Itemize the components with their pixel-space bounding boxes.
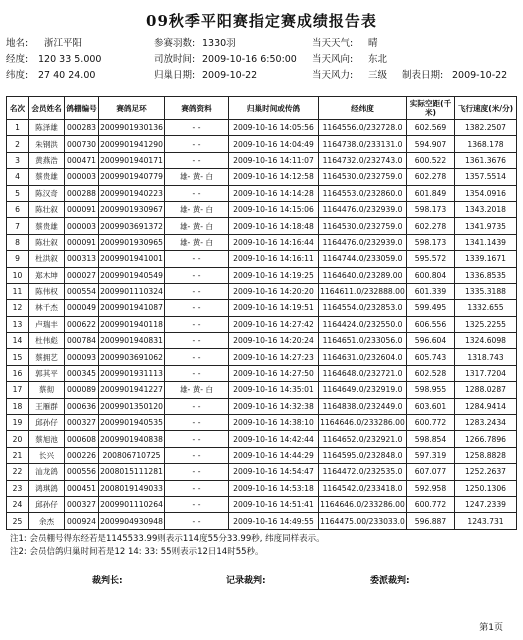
cell-arrival: 2009-10-16 14:18:48 — [229, 218, 319, 234]
cell-rank: 3 — [7, 152, 29, 168]
delegate-sign: 委派裁判: — [370, 576, 410, 586]
cell-speed: 1324.6098 — [455, 333, 517, 349]
cell-rank: 25 — [7, 513, 29, 529]
cell-ring: 2008015111281 — [99, 464, 165, 480]
cell-distance: 601.849 — [407, 185, 455, 201]
page-number: 第1页 — [479, 623, 503, 633]
cell-distance: 601.339 — [407, 283, 455, 299]
judge-sign: 裁判长: — [92, 576, 123, 586]
wind-dir-label: 当天风向: — [312, 54, 354, 65]
cell-distance: 596.887 — [407, 513, 455, 529]
cell-rank: 15 — [7, 349, 29, 365]
cell-ring: 2009901940223 — [99, 185, 165, 201]
cell-arrival: 2009-10-16 14:15:06 — [229, 201, 319, 217]
cell-loft-id: 000003 — [65, 218, 99, 234]
cell-distance: 598.173 — [407, 234, 455, 250]
cell-arrival: 2009-10-16 14:05:56 — [229, 120, 319, 136]
cell-distance: 602.569 — [407, 120, 455, 136]
cell-rank: 11 — [7, 283, 29, 299]
cell-loft-id: 000924 — [65, 513, 99, 529]
cell-member: 黄燕浩 — [29, 152, 65, 168]
cell-distance: 600.772 — [407, 496, 455, 512]
table-row — [7, 316, 517, 332]
cell-distance: 597.319 — [407, 447, 455, 463]
cell-speed: 1332.655 — [455, 300, 517, 316]
report-date-value: 2009-10-22 — [452, 70, 508, 81]
cell-rank: 19 — [7, 415, 29, 431]
table-row — [7, 447, 517, 463]
cell-loft-id: 000093 — [65, 349, 99, 365]
cell-ring: 2009901931113 — [99, 365, 165, 381]
cell-bird-info: - - — [165, 136, 229, 152]
cell-coords: 1164646.0/233286.00 — [319, 496, 407, 512]
cell-distance: 605.743 — [407, 349, 455, 365]
release-value: 2009-10-16 6:50:00 — [202, 54, 297, 65]
cell-arrival: 2009-10-16 14:32:38 — [229, 398, 319, 414]
cell-bird-info: - - — [165, 152, 229, 168]
table-row — [7, 365, 517, 381]
cell-member: 杜洪叙 — [29, 251, 65, 267]
cell-bird-info: - - — [165, 496, 229, 512]
cell-arrival: 2009-10-16 14:14:28 — [229, 185, 319, 201]
lon-label: 经度: — [6, 54, 29, 65]
cell-member: 蔡拥艺 — [29, 349, 65, 365]
cell-loft-id: 000730 — [65, 136, 99, 152]
cell-member: 邱孙仔 — [29, 496, 65, 512]
table-row — [7, 218, 517, 234]
cell-speed: 1341.9735 — [455, 218, 517, 234]
cell-loft-id: 000226 — [65, 447, 99, 463]
cell-loft-id: 000313 — [65, 251, 99, 267]
cell-ring: 200806710725 — [99, 447, 165, 463]
cell-speed: 1317.7204 — [455, 365, 517, 381]
cell-bird-info: 雄- 黄- 白 — [165, 382, 229, 398]
cell-bird-info: - - — [165, 480, 229, 496]
cell-rank: 6 — [7, 201, 29, 217]
note-2: 注2: 会员信鸽归巢时间若是12 14: 33: 55则表示12日14时55秒。 — [10, 547, 264, 557]
cell-arrival: 2009-10-16 14:19:25 — [229, 267, 319, 283]
cell-distance: 595.572 — [407, 251, 455, 267]
cell-coords: 1164424.0/232550.0 — [319, 316, 407, 332]
table-row — [7, 513, 517, 529]
cell-loft-id: 000003 — [65, 169, 99, 185]
cell-arrival: 2009-10-16 14:49:55 — [229, 513, 319, 529]
cell-arrival: 2009-10-16 14:38:10 — [229, 415, 319, 431]
cell-member: 余杰 — [29, 513, 65, 529]
cell-speed: 1247.2339 — [455, 496, 517, 512]
cell-distance: 600.772 — [407, 415, 455, 431]
cell-loft-id: 000089 — [65, 382, 99, 398]
cell-coords: 1164530.0/232759.0 — [319, 218, 407, 234]
cell-distance: 598.173 — [407, 201, 455, 217]
cell-coords: 1164554.0/232853.0 — [319, 300, 407, 316]
cell-ring: 2009901940831 — [99, 333, 165, 349]
cell-rank: 20 — [7, 431, 29, 447]
cell-arrival: 2009-10-16 14:27:23 — [229, 349, 319, 365]
cell-loft-id: 000327 — [65, 415, 99, 431]
cell-speed: 1284.9414 — [455, 398, 517, 414]
cell-coords: 1164542.0/233418.0 — [319, 480, 407, 496]
cell-arrival: 2009-10-16 14:16:44 — [229, 234, 319, 250]
cell-ring: 2009901940535 — [99, 415, 165, 431]
cell-bird-info: - - — [165, 333, 229, 349]
cell-bird-info: 雄- 黄- 白 — [165, 201, 229, 217]
report-title: 09秋季平阳赛指定赛成绩报告表 — [146, 12, 377, 30]
table-row — [7, 185, 517, 201]
cell-rank: 10 — [7, 267, 29, 283]
cell-arrival: 2009-10-16 14:51:41 — [229, 496, 319, 512]
cell-bird-info: - - — [165, 316, 229, 332]
cell-speed: 1288.0287 — [455, 382, 517, 398]
cell-member: 蔡贵雄 — [29, 218, 65, 234]
cell-distance: 598.854 — [407, 431, 455, 447]
cell-distance: 600.522 — [407, 152, 455, 168]
cell-ring: 2009901940549 — [99, 267, 165, 283]
cell-rank: 14 — [7, 333, 29, 349]
cell-bird-info: - - — [165, 185, 229, 201]
cell-coords: 1164732.0/232743.0 — [319, 152, 407, 168]
cell-member: 陈汉奇 — [29, 185, 65, 201]
table-row — [7, 398, 517, 414]
col-coords: 经纬度 — [319, 97, 407, 120]
cell-arrival: 2009-10-16 14:16:11 — [229, 251, 319, 267]
cell-loft-id: 000622 — [65, 316, 99, 332]
info-row-2 — [6, 52, 518, 68]
return-label: 归巢日期: — [154, 70, 196, 81]
cell-coords: 1164640.0/23289.00 — [319, 267, 407, 283]
cell-arrival: 2009-10-16 14:27:50 — [229, 365, 319, 381]
cell-member: 蔡旭池 — [29, 431, 65, 447]
cell-distance: 599.495 — [407, 300, 455, 316]
cell-coords: 1164611.0/232888.00 — [319, 283, 407, 299]
cell-loft-id: 000608 — [65, 431, 99, 447]
cell-loft-id: 000288 — [65, 185, 99, 201]
cell-loft-id: 000345 — [65, 365, 99, 381]
cell-ring: 2009901110324 — [99, 283, 165, 299]
cell-speed: 1354.0916 — [455, 185, 517, 201]
col-member: 会员姓名 — [29, 97, 65, 120]
cell-bird-info: 雄- 黄- 白 — [165, 218, 229, 234]
cell-loft-id: 000283 — [65, 120, 99, 136]
cell-speed: 1368.178 — [455, 136, 517, 152]
wind-force-label: 当天风力: — [312, 70, 354, 81]
cell-rank: 5 — [7, 185, 29, 201]
cell-bird-info: - - — [165, 415, 229, 431]
cell-bird-info: - - — [165, 398, 229, 414]
cell-ring: 2009904930948 — [99, 513, 165, 529]
cell-member: 王雁群 — [29, 398, 65, 414]
lon-value: 120 33 5.000 — [38, 54, 102, 65]
cell-bird-info: - - — [165, 283, 229, 299]
lat-label: 纬度: — [6, 70, 29, 81]
cell-member: 陈壮叙 — [29, 234, 65, 250]
cell-ring: 2009901940171 — [99, 152, 165, 168]
cell-loft-id: 000471 — [65, 152, 99, 168]
cell-bird-info: - - — [165, 464, 229, 480]
col-rank: 名次 — [7, 97, 29, 120]
table-row — [7, 382, 517, 398]
cell-ring: 2009901110264 — [99, 496, 165, 512]
cell-speed: 1341.1439 — [455, 234, 517, 250]
cell-ring: 2009901930136 — [99, 120, 165, 136]
cell-distance: 602.278 — [407, 218, 455, 234]
table-header-row — [7, 97, 517, 120]
col-speed: 飞行速度(米/分) — [455, 97, 517, 120]
cell-coords: 1164476.0/232939.0 — [319, 201, 407, 217]
cell-member: 林千杰 — [29, 300, 65, 316]
lat-value: 27 40 24.00 — [38, 70, 96, 81]
cell-bird-info: - - — [165, 431, 229, 447]
cell-distance: 594.907 — [407, 136, 455, 152]
cell-rank: 12 — [7, 300, 29, 316]
cell-distance: 598.955 — [407, 382, 455, 398]
cell-member: 卢瑞丰 — [29, 316, 65, 332]
col-distance: 实际空距(千米) — [407, 97, 455, 120]
table-row — [7, 120, 517, 136]
cell-rank: 2 — [7, 136, 29, 152]
weather-label: 当天天气: — [312, 38, 354, 49]
count-value: 1330羽 — [202, 38, 236, 49]
cell-rank: 18 — [7, 398, 29, 414]
table-row — [7, 234, 517, 250]
cell-bird-info: - - — [165, 365, 229, 381]
cell-loft-id: 000784 — [65, 333, 99, 349]
cell-rank: 16 — [7, 365, 29, 381]
cell-rank: 17 — [7, 382, 29, 398]
cell-loft-id: 000554 — [65, 283, 99, 299]
cell-rank: 21 — [7, 447, 29, 463]
cell-rank: 7 — [7, 218, 29, 234]
cell-coords: 1164652.0/232921.0 — [319, 431, 407, 447]
cell-arrival: 2009-10-16 14:11:07 — [229, 152, 319, 168]
cell-arrival: 2009-10-16 14:42:44 — [229, 431, 319, 447]
cell-member: 蔡彻 — [29, 382, 65, 398]
cell-loft-id: 000027 — [65, 267, 99, 283]
report-date-label: 制表日期: — [402, 70, 444, 81]
cell-rank: 8 — [7, 234, 29, 250]
cell-speed: 1382.2507 — [455, 120, 517, 136]
cell-rank: 9 — [7, 251, 29, 267]
cell-speed: 1258.8828 — [455, 447, 517, 463]
cell-member: 郭其平 — [29, 365, 65, 381]
cell-arrival: 2009-10-16 14:04:49 — [229, 136, 319, 152]
weather-value: 晴 — [368, 38, 378, 49]
col-bird-info: 赛鸽资料 — [165, 97, 229, 120]
table-row — [7, 464, 517, 480]
cell-loft-id: 000327 — [65, 496, 99, 512]
cell-ring: 2009901941227 — [99, 382, 165, 398]
cell-rank: 23 — [7, 480, 29, 496]
table-row — [7, 415, 517, 431]
cell-member: 鸿琪鸽 — [29, 480, 65, 496]
col-loft-id: 鸽棚编号 — [65, 97, 99, 120]
cell-coords: 1164476.0/232939.0 — [319, 234, 407, 250]
cell-arrival: 2009-10-16 14:27:42 — [229, 316, 319, 332]
cell-ring: 2009901940838 — [99, 431, 165, 447]
cell-ring: 2009901930967 — [99, 201, 165, 217]
cell-distance: 603.601 — [407, 398, 455, 414]
cell-coords: 1164530.0/232759.0 — [319, 169, 407, 185]
cell-bird-info: 雄- 黄- 白 — [165, 234, 229, 250]
cell-bird-info: 雄- 黄- 白 — [165, 169, 229, 185]
table-row — [7, 201, 517, 217]
cell-loft-id: 000556 — [65, 464, 99, 480]
cell-ring: 2008019149033 — [99, 480, 165, 496]
cell-speed: 1325.2255 — [455, 316, 517, 332]
table-row — [7, 169, 517, 185]
cell-coords: 1164556.0/232728.0 — [319, 120, 407, 136]
cell-ring: 2009901940779 — [99, 169, 165, 185]
col-arrival: 归巢时间或传鸽 — [229, 97, 319, 120]
results-body — [7, 120, 517, 530]
cell-ring: 2009901941290 — [99, 136, 165, 152]
cell-member: 邱孙仔 — [29, 415, 65, 431]
cell-arrival: 2009-10-16 14:54:47 — [229, 464, 319, 480]
cell-coords: 1164651.0/233056.0 — [319, 333, 407, 349]
cell-member: 长兴 — [29, 447, 65, 463]
cell-member: 蔡贵雄 — [29, 169, 65, 185]
table-row — [7, 480, 517, 496]
cell-distance: 596.604 — [407, 333, 455, 349]
race-info — [6, 36, 518, 84]
cell-loft-id: 000091 — [65, 234, 99, 250]
col-ring: 赛鸽足环 — [99, 97, 165, 120]
place-label: 地名: — [6, 38, 29, 49]
cell-member: 朱钢洪 — [29, 136, 65, 152]
place-value: 浙江平阳 — [44, 38, 83, 49]
cell-ring: 2009903691062 — [99, 349, 165, 365]
cell-distance: 606.556 — [407, 316, 455, 332]
cell-speed: 1243.731 — [455, 513, 517, 529]
cell-member: 陈壮叙 — [29, 201, 65, 217]
table-row — [7, 300, 517, 316]
cell-member: 陈泽雄 — [29, 120, 65, 136]
cell-coords: 1164838.0/232449.0 — [319, 398, 407, 414]
cell-speed: 1266.7896 — [455, 431, 517, 447]
cell-speed: 1335.3188 — [455, 283, 517, 299]
cell-coords: 1164649.0/232919.0 — [319, 382, 407, 398]
cell-distance: 607.077 — [407, 464, 455, 480]
cell-bird-info: - - — [165, 349, 229, 365]
table-row — [7, 333, 517, 349]
cell-rank: 24 — [7, 496, 29, 512]
cell-ring: 2009901940118 — [99, 316, 165, 332]
cell-member: 郑木坤 — [29, 267, 65, 283]
notes — [10, 533, 325, 559]
cell-loft-id: 000451 — [65, 480, 99, 496]
cell-loft-id: 000049 — [65, 300, 99, 316]
release-label: 司放时间: — [154, 54, 196, 65]
cell-bird-info: - - — [165, 513, 229, 529]
info-row-3 — [6, 68, 518, 84]
cell-member: 汕龙鸽 — [29, 464, 65, 480]
cell-bird-info: - - — [165, 300, 229, 316]
cell-coords: 1164553.0/232860.0 — [319, 185, 407, 201]
cell-coords: 1164738.0/233131.0 — [319, 136, 407, 152]
cell-arrival: 2009-10-16 14:20:24 — [229, 333, 319, 349]
cell-speed: 1318.743 — [455, 349, 517, 365]
cell-ring: 2009901350120 — [99, 398, 165, 414]
cell-ring: 2009901930965 — [99, 234, 165, 250]
table-row — [7, 251, 517, 267]
cell-rank: 22 — [7, 464, 29, 480]
cell-arrival: 2009-10-16 14:12:58 — [229, 169, 319, 185]
table-row — [7, 267, 517, 283]
cell-bird-info: - - — [165, 267, 229, 283]
results-table — [6, 96, 517, 530]
cell-speed: 1357.5514 — [455, 169, 517, 185]
cell-speed: 1339.1671 — [455, 251, 517, 267]
cell-coords: 1164648.0/232721.0 — [319, 365, 407, 381]
cell-bird-info: - - — [165, 251, 229, 267]
cell-arrival: 2009-10-16 14:35:01 — [229, 382, 319, 398]
cell-coords: 1164595.0/232848.0 — [319, 447, 407, 463]
cell-arrival: 2009-10-16 14:53:18 — [229, 480, 319, 496]
cell-speed: 1361.3676 — [455, 152, 517, 168]
cell-loft-id: 000091 — [65, 201, 99, 217]
table-row — [7, 283, 517, 299]
count-label: 参赛羽数: — [154, 38, 196, 49]
cell-arrival: 2009-10-16 14:44:29 — [229, 447, 319, 463]
cell-member: 杜伟彪 — [29, 333, 65, 349]
cell-distance: 602.528 — [407, 365, 455, 381]
cell-speed: 1343.2018 — [455, 201, 517, 217]
cell-arrival: 2009-10-16 14:20:20 — [229, 283, 319, 299]
table-row — [7, 431, 517, 447]
cell-speed: 1336.8535 — [455, 267, 517, 283]
cell-speed: 1250.1306 — [455, 480, 517, 496]
return-value: 2009-10-22 — [202, 70, 258, 81]
cell-bird-info: - - — [165, 120, 229, 136]
table-row — [7, 152, 517, 168]
cell-loft-id: 000636 — [65, 398, 99, 414]
cell-arrival: 2009-10-16 14:19:51 — [229, 300, 319, 316]
cell-rank: 4 — [7, 169, 29, 185]
cell-speed: 1252.2637 — [455, 464, 517, 480]
table-row — [7, 136, 517, 152]
cell-distance: 592.958 — [407, 480, 455, 496]
cell-coords: 1164744.0/233059.0 — [319, 251, 407, 267]
cell-coords: 1164475.00/233033.0 — [319, 513, 407, 529]
cell-ring: 2009903691372 — [99, 218, 165, 234]
note-1: 注1: 会员棚号得东经若是1145533.99则表示114度55分33.99秒, 纬度同样表示。 — [10, 534, 325, 544]
table-row — [7, 496, 517, 512]
cell-distance: 602.278 — [407, 169, 455, 185]
cell-distance: 600.804 — [407, 267, 455, 283]
cell-bird-info: - - — [165, 447, 229, 463]
cell-member: 陈伟权 — [29, 283, 65, 299]
table-row — [7, 349, 517, 365]
recorder-sign: 记录裁判: — [226, 576, 266, 586]
cell-coords: 1164646.0/233286.00 — [319, 415, 407, 431]
info-row-1 — [6, 36, 518, 52]
cell-coords: 1164472.0/232535.0 — [319, 464, 407, 480]
cell-speed: 1283.2434 — [455, 415, 517, 431]
cell-coords: 1164631.0/232604.0 — [319, 349, 407, 365]
wind-dir-value: 东北 — [368, 54, 388, 65]
cell-rank: 1 — [7, 120, 29, 136]
cell-ring: 2009901941001 — [99, 251, 165, 267]
cell-rank: 13 — [7, 316, 29, 332]
cell-ring: 2009901941087 — [99, 300, 165, 316]
wind-force-value: 三级 — [368, 70, 388, 81]
